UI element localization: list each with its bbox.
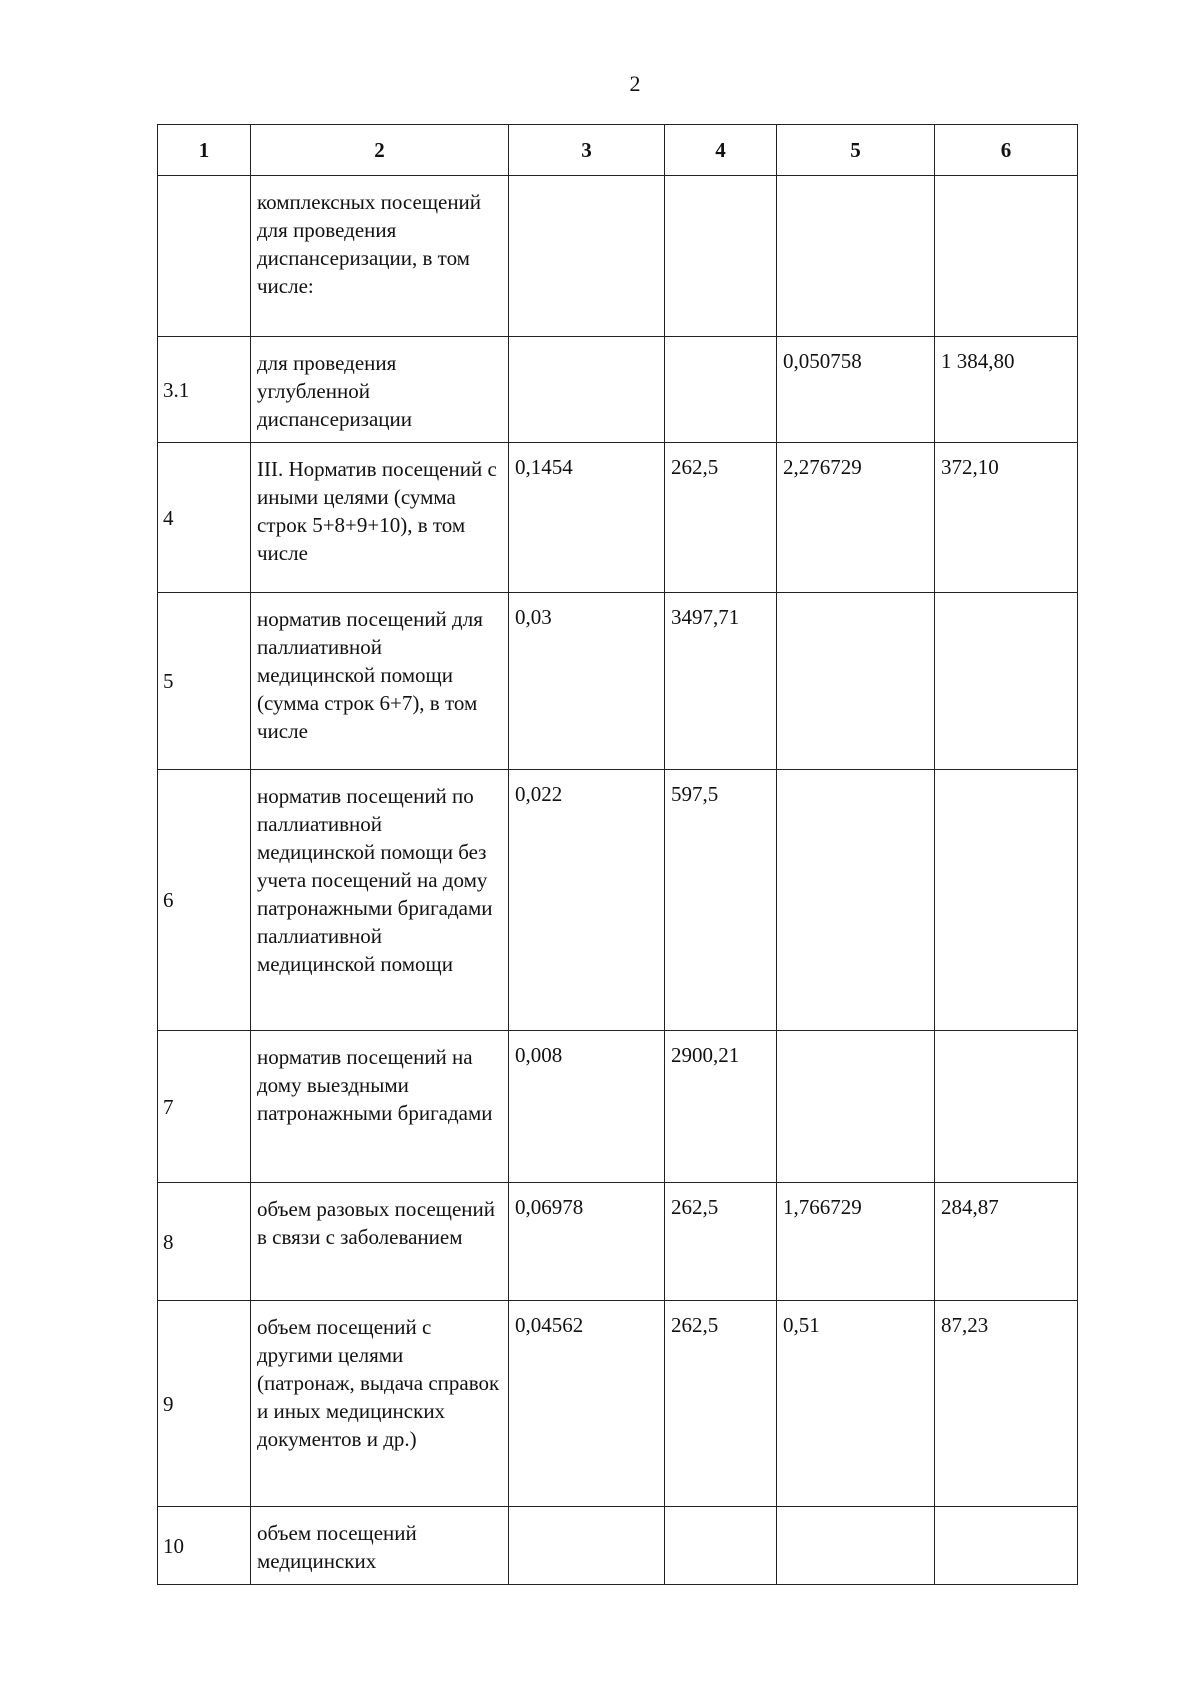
table-row — [158, 1031, 1078, 1183]
cell-col3 — [509, 176, 665, 337]
cell-col5 — [777, 176, 935, 337]
row-number: 10 — [158, 1507, 251, 1585]
row-description: объем разовых посещений в связи с заболеванием — [251, 1183, 509, 1301]
cell-col3: 0,06978 — [509, 1183, 665, 1301]
row-description: для проведения углубленной диспансеризации — [251, 337, 509, 443]
column-header-2: 2 — [251, 125, 509, 176]
row-description: объем посещений с другими целями (патронаж, выдача справок и иных медицинских документов и др.) — [251, 1301, 509, 1507]
cell-col3 — [509, 337, 665, 443]
cell-col6 — [935, 176, 1078, 337]
cell-col6: 1 384,80 — [935, 337, 1078, 443]
row-description: норматив посещений по паллиативной медицинской помощи без учета посещений на дому патронажными бригадами паллиативной медицинской помощи — [251, 770, 509, 1031]
cell-col4: 262,5 — [665, 443, 777, 593]
cell-col5 — [777, 1507, 935, 1585]
table-row — [158, 1183, 1078, 1301]
cell-col6: 372,10 — [935, 443, 1078, 593]
cell-col4 — [665, 337, 777, 443]
column-header-4: 4 — [665, 125, 777, 176]
cell-col3: 0,008 — [509, 1031, 665, 1183]
row-number: 3.1 — [158, 337, 251, 443]
row-number — [158, 176, 251, 337]
cell-col6: 284,87 — [935, 1183, 1078, 1301]
cell-col4 — [665, 1507, 777, 1585]
table-row — [158, 1301, 1078, 1507]
row-number: 6 — [158, 770, 251, 1031]
row-number: 4 — [158, 443, 251, 593]
cell-col4: 262,5 — [665, 1301, 777, 1507]
column-header-3: 3 — [509, 125, 665, 176]
row-number: 5 — [158, 593, 251, 770]
table-row — [158, 593, 1078, 770]
cell-col6 — [935, 770, 1078, 1031]
cell-col3: 0,03 — [509, 593, 665, 770]
cell-col3: 0,1454 — [509, 443, 665, 593]
table-row — [158, 1507, 1078, 1585]
table-row — [158, 176, 1078, 337]
cell-col4 — [665, 176, 777, 337]
cell-col3: 0,04562 — [509, 1301, 665, 1507]
column-header-5: 5 — [777, 125, 935, 176]
cell-col5: 0,050758 — [777, 337, 935, 443]
header-row — [158, 125, 1078, 176]
cell-col4: 597,5 — [665, 770, 777, 1031]
row-description: объем посещений медицинских — [251, 1507, 509, 1585]
cell-col5 — [777, 593, 935, 770]
row-description: III. Норматив посещений с иными целями (сумма строк 5+8+9+10), в том числе — [251, 443, 509, 593]
row-description: норматив посещений для паллиативной медицинской помощи (сумма строк 6+7), в том числе — [251, 593, 509, 770]
cell-col5: 2,276729 — [777, 443, 935, 593]
table-row — [158, 770, 1078, 1031]
cell-col5: 1,766729 — [777, 1183, 935, 1301]
data-table — [157, 124, 1078, 1585]
cell-col6: 87,23 — [935, 1301, 1078, 1507]
cell-col5 — [777, 770, 935, 1031]
column-header-6: 6 — [935, 125, 1078, 176]
cell-col3 — [509, 1507, 665, 1585]
cell-col4: 3497,71 — [665, 593, 777, 770]
table-row — [158, 443, 1078, 593]
column-header-1: 1 — [158, 125, 251, 176]
table-row — [158, 337, 1078, 443]
cell-col5: 0,51 — [777, 1301, 935, 1507]
row-number: 7 — [158, 1031, 251, 1183]
cell-col4: 2900,21 — [665, 1031, 777, 1183]
cell-col6 — [935, 1031, 1078, 1183]
row-description: комплексных посещений для проведения диспансеризации, в том числе: — [251, 176, 509, 337]
cell-col5 — [777, 1031, 935, 1183]
cell-col6 — [935, 593, 1078, 770]
page-number: 2 — [629, 71, 641, 96]
row-description: норматив посещений на дому выездными патронажными бригадами — [251, 1031, 509, 1183]
row-number: 8 — [158, 1183, 251, 1301]
row-number: 9 — [158, 1301, 251, 1507]
cell-col3: 0,022 — [509, 770, 665, 1031]
cell-col6 — [935, 1507, 1078, 1585]
cell-col4: 262,5 — [665, 1183, 777, 1301]
